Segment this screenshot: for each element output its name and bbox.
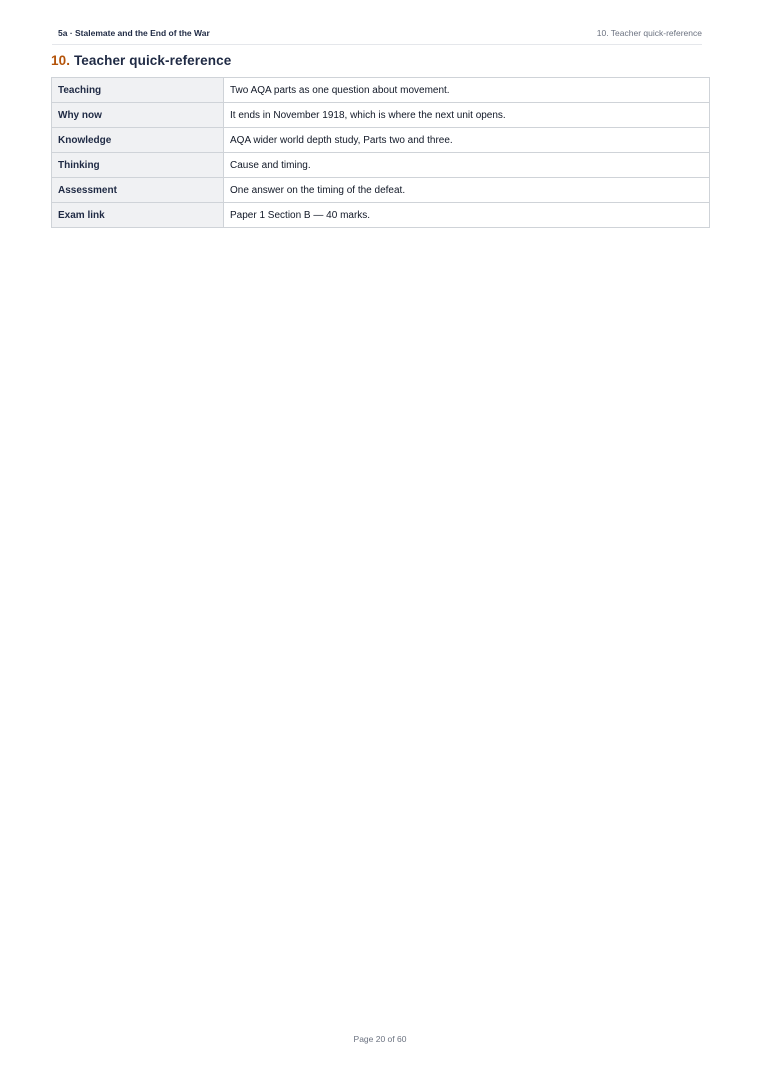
section-title	[51, 53, 231, 68]
row-value: It ends in November 1918, which is where the next unit opens.	[224, 103, 710, 128]
table-row	[52, 103, 710, 128]
row-key: Thinking	[52, 153, 224, 178]
row-key: Knowledge	[52, 128, 224, 153]
table-row	[52, 178, 710, 203]
row-value: Two AQA parts as one question about movement.	[224, 78, 710, 103]
row-key: Assessment	[52, 178, 224, 203]
row-value: One answer on the timing of the defeat.	[224, 178, 710, 203]
section-number: 10.	[51, 53, 71, 68]
running-header	[52, 28, 702, 45]
table-row	[52, 153, 710, 178]
section-label: 10. Teacher quick-reference	[596, 28, 702, 38]
table-row	[52, 128, 710, 153]
row-value: AQA wider world depth study, Parts two and three.	[224, 128, 710, 153]
row-value: Paper 1 Section B — 40 marks.	[224, 203, 710, 228]
quick-reference-table	[51, 77, 710, 228]
table-row	[52, 78, 710, 103]
page-number: Page 20 of 60	[353, 1034, 407, 1044]
unit-title: 5a · Stalemate and the End of the War	[58, 28, 210, 38]
row-value: Cause and timing.	[224, 153, 710, 178]
row-key: Exam link	[52, 203, 224, 228]
row-key: Teaching	[52, 78, 224, 103]
table-row	[52, 203, 710, 228]
section-title-text: Teacher quick-reference	[73, 53, 232, 68]
row-key: Why now	[52, 103, 224, 128]
